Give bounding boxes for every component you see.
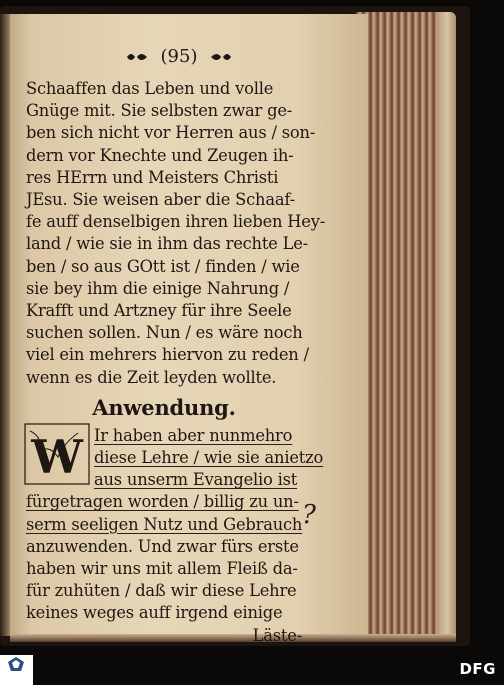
paragraph-2 xyxy=(26,425,324,647)
section-heading: Anwendung. xyxy=(92,394,236,420)
margin-annotation: ? xyxy=(302,500,316,530)
text-line: haben wir uns mit allem Fleiß da- xyxy=(26,559,298,579)
text-line: diese Lehre / wie sie anietzo xyxy=(94,448,324,468)
crest-icon xyxy=(8,657,24,671)
page-number: (95) xyxy=(160,46,198,67)
text-line: keines weges auff irgend einige xyxy=(26,603,283,623)
text-line: fürgetragen worden / billig zu un- xyxy=(26,492,299,512)
text-line: anzuwenden. Und zwar fürs erste xyxy=(26,536,299,556)
text-line: wenn es die Zeit leyden wollte. xyxy=(26,367,277,387)
text-line: für zuhüten / daß wir diese Lehre xyxy=(26,581,297,601)
text-line: fe auff denselbigen ihren lieben Hey- xyxy=(26,212,326,232)
text-line: sie bey ihm die einige Nahrung / xyxy=(26,278,290,298)
text-line: viel ein mehrers hiervon zu reden / xyxy=(26,345,309,365)
text-line: JEsu. Sie weisen aber die Schaaf- xyxy=(26,190,295,210)
text-block xyxy=(26,78,326,647)
text-line: Ir haben aber nunmehro xyxy=(94,425,293,445)
text-line: Gnüge mit. Sie selbsten zwar ge- xyxy=(26,101,293,121)
text-line: ben / so aus GOtt ist / finden / wie xyxy=(26,256,300,276)
text-line: res HErrn und Meisters Christi xyxy=(26,167,279,187)
text-line: suchen sollen. Nun / es wäre noch xyxy=(26,323,303,343)
library-logo xyxy=(0,655,33,685)
text-line: aus unserm Evangelio ist xyxy=(94,470,298,490)
text-line: dern vor Knechte und Zeugen ih- xyxy=(26,145,294,165)
text-line: land / wie sie in ihm das rechte Le- xyxy=(26,234,308,254)
catchword: Läste- xyxy=(252,625,302,645)
paragraph-1 xyxy=(26,78,326,389)
text-line: Krafft und Artzney für ihre Seele xyxy=(26,301,292,321)
dropcap-w xyxy=(24,423,90,485)
page-header xyxy=(0,46,358,67)
text-line: Schaaffen das Leben und volle xyxy=(26,79,274,98)
dfg-logo: DFG xyxy=(459,660,496,678)
text-line: serm seeligen Nutz und Gebrauch xyxy=(26,514,303,534)
fore-edge xyxy=(356,12,456,642)
ornament-right-icon xyxy=(209,51,233,63)
dropcap-letter: W xyxy=(31,429,83,484)
text-line: ben sich nicht vor Herren aus / son- xyxy=(26,123,316,143)
ornament-left-icon xyxy=(125,51,149,63)
